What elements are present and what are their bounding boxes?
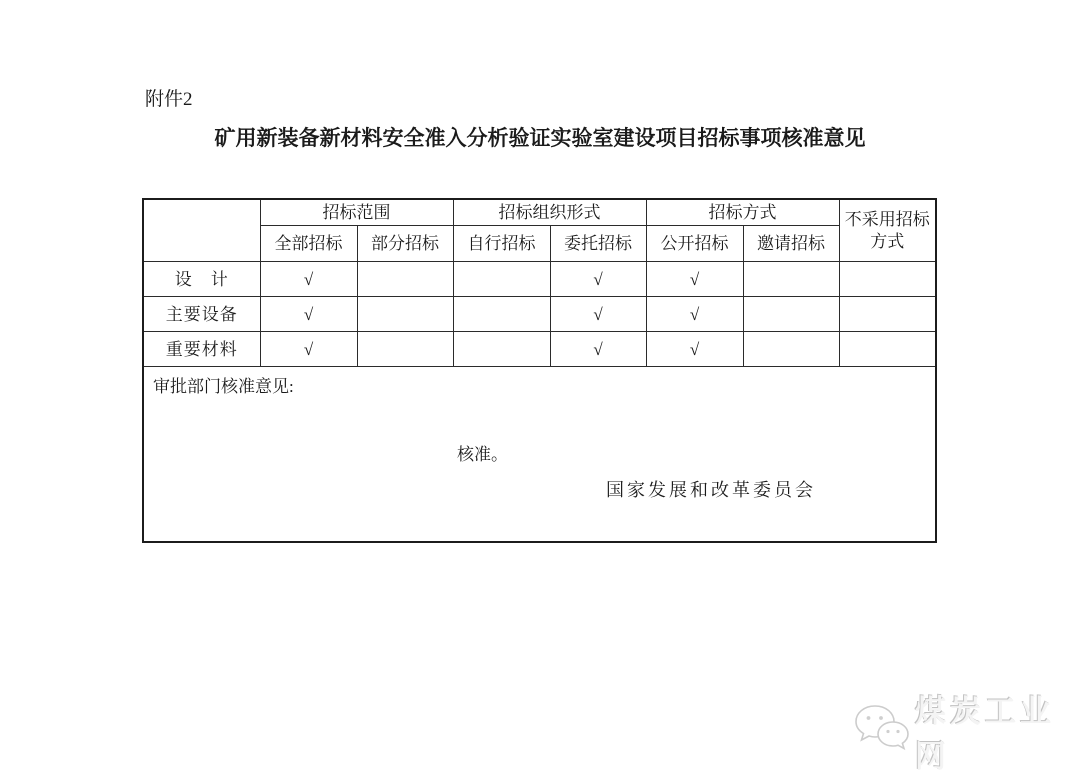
row-label-design: 设 计: [143, 262, 260, 297]
checkmark: √: [593, 339, 603, 359]
table-row-design: [143, 262, 936, 297]
row-label-main-equipment: 主要设备: [143, 297, 260, 332]
bidding-approval-table: [142, 198, 937, 543]
check-cell: [260, 297, 357, 332]
approval-authority-name: 国家发展和改革委员会: [606, 480, 816, 501]
check-cell: [357, 332, 453, 367]
check-cell: [743, 297, 839, 332]
header-self-bidding: 自行招标: [453, 226, 550, 262]
check-cell: [357, 297, 453, 332]
approval-opinion-row: [143, 367, 936, 542]
approval-opinion-label: 审批部门核准意见:: [153, 377, 294, 397]
check-cell: [646, 332, 743, 367]
checkmark: √: [689, 269, 700, 289]
table-row-important-materials: [143, 332, 936, 367]
check-cell: [453, 332, 550, 367]
group-header-bidding-organization: 招标组织形式: [453, 199, 646, 226]
check-cell: [839, 262, 936, 297]
page-title: 矿用新装备新材料安全准入分析验证实验室建设项目招标事项核准意见: [214, 126, 866, 150]
check-cell: [839, 332, 936, 367]
table-row-main-equipment: [143, 297, 936, 332]
check-cell: [743, 332, 839, 367]
check-cell: [260, 262, 357, 297]
checkmark: √: [303, 269, 314, 289]
site-watermark: [853, 686, 1080, 776]
checkmark: √: [303, 304, 314, 324]
header-row-groups: [143, 199, 936, 226]
group-header-bidding-method: 招标方式: [646, 199, 839, 226]
checkmark: √: [689, 339, 700, 359]
watermark-site-name: 煤炭工业网: [915, 694, 1055, 774]
header-invited-bidding: 邀请招标: [743, 226, 839, 262]
approval-decision-text: 核准。: [457, 445, 508, 465]
checkmark: √: [593, 304, 603, 324]
check-cell: [357, 262, 453, 297]
check-cell: [453, 262, 550, 297]
check-cell: [550, 297, 646, 332]
checkmark: √: [689, 304, 700, 324]
header-entrusted-bidding: 委托招标: [550, 226, 646, 262]
check-cell: [550, 262, 646, 297]
check-cell: [453, 297, 550, 332]
attachment-label: 附件2: [145, 89, 193, 110]
check-cell: [743, 262, 839, 297]
group-header-bidding-scope: 招标范围: [260, 199, 453, 226]
check-cell: [260, 332, 357, 367]
header-open-bidding: 公开招标: [646, 226, 743, 262]
header-partial-bidding: 部分招标: [357, 226, 453, 262]
check-cell: [839, 297, 936, 332]
header-no-bidding-method: 不采用招标方式: [839, 199, 936, 262]
check-cell: [550, 332, 646, 367]
check-cell: [646, 297, 743, 332]
header-row-subheaders: [143, 226, 936, 262]
corner-cell: [143, 199, 260, 262]
header-full-bidding: 全部招标: [260, 226, 357, 262]
row-label-important-materials: 重要材料: [143, 332, 260, 367]
wechat-icon: [853, 700, 911, 763]
checkmark: √: [303, 339, 314, 359]
checkmark: √: [593, 269, 603, 289]
check-cell: [646, 262, 743, 297]
approval-opinion-cell: [143, 367, 936, 542]
